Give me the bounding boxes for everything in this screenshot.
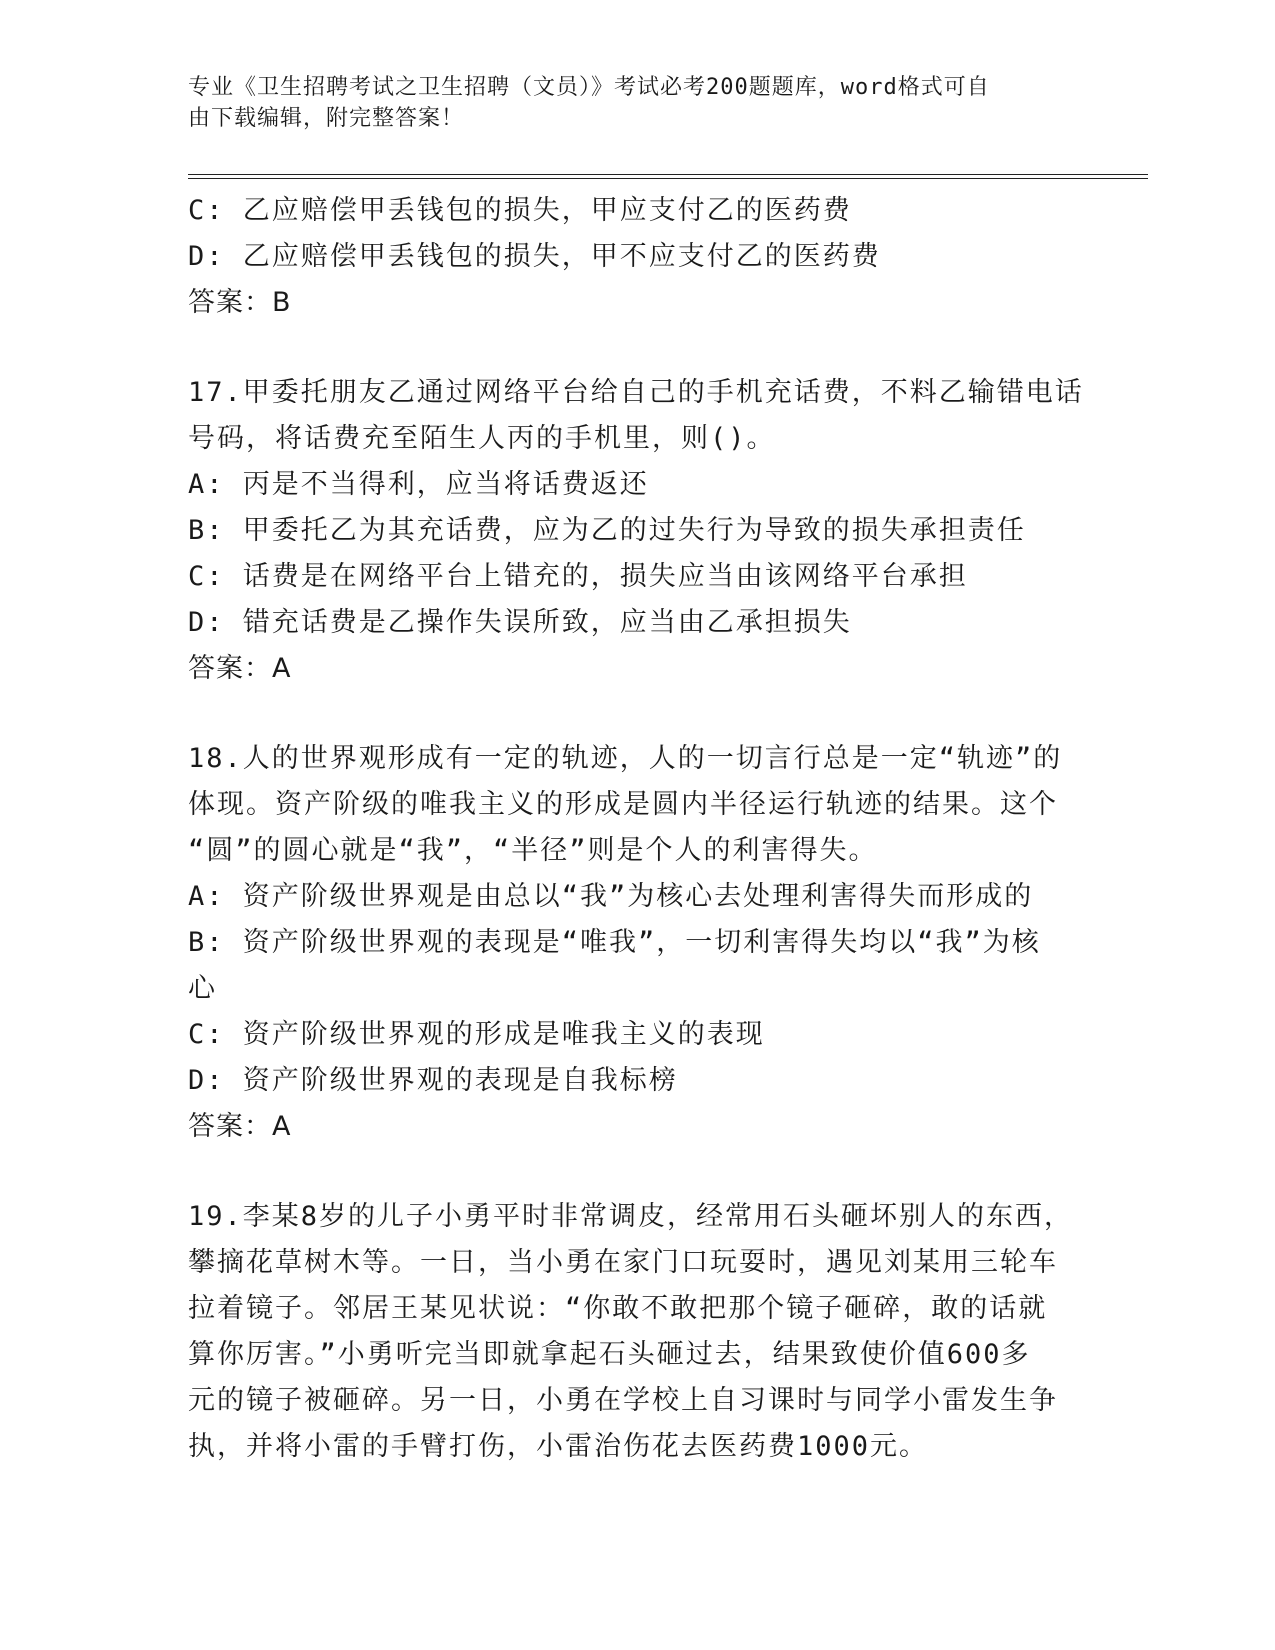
- option-c: C: 话费是在网络平台上错充的，损失应当由该网络平台承担: [188, 561, 968, 592]
- question-text-line: 拉着镜子。邻居王某见状说：“你敢不敢把那个镜子砸碎，敢的话就: [188, 1293, 1048, 1324]
- option-c: C: 资产阶级世界观的形成是唯我主义的表现: [188, 1019, 765, 1050]
- question-text-line: 17.甲委托朋友乙通过网络平台给自己的手机充话费，不料乙输错电话: [188, 377, 1084, 408]
- question-text-line: 19.李某8岁的儿子小勇平时非常调皮，经常用石头砸坏别人的东西，: [188, 1201, 1074, 1232]
- header-line-1: 专业《卫生招聘考试之卫生招聘（文员）》考试必考200题题库，word格式可自: [188, 75, 990, 100]
- option-b: B: 甲委托乙为其充话费，应为乙的过失行为导致的损失承担责任: [188, 515, 1026, 546]
- header-line-2: 由下载编辑，附完整答案！: [188, 106, 465, 131]
- spacer: [188, 1150, 1088, 1194]
- option-c: C: 乙应赔偿甲丢钱包的损失，甲应支付乙的医药费: [188, 195, 852, 226]
- question-text-line: “圆”的圆心就是“我”，“半径”则是个人的利害得失。: [188, 835, 878, 866]
- option-d: D: 乙应赔偿甲丢钱包的损失，甲不应支付乙的医药费: [188, 241, 881, 272]
- document-body: [188, 188, 1088, 1470]
- answer: 答案：A: [188, 1111, 292, 1142]
- question-17: [188, 370, 1088, 692]
- question-text-line: 体现。资产阶级的唯我主义的形成是圆内半径运行轨迹的结果。这个: [188, 789, 1058, 820]
- question-text-line: 算你厉害。”小勇听完当即就拿起石头砸过去，结果致使价值600多: [188, 1339, 1031, 1370]
- question-text-line: 元的镜子被砸碎。另一日，小勇在学校上自习课时与同学小雷发生争: [188, 1385, 1058, 1416]
- option-d: D: 错充话费是乙操作失误所致，应当由乙承担损失: [188, 607, 852, 638]
- answer: 答案：A: [188, 653, 292, 684]
- question-text-line: 攀摘花草树木等。一日，当小勇在家门口玩耍时，遇见刘某用三轮车: [188, 1247, 1058, 1278]
- header-divider: [188, 174, 1148, 179]
- spacer: [188, 692, 1088, 736]
- question-19: [188, 1194, 1088, 1470]
- option-d: D: 资产阶级世界观的表现是自我标榜: [188, 1065, 678, 1096]
- option-b: B: 资产阶级世界观的表现是“唯我”，一切利害得失均以“我”为核: [188, 927, 1041, 958]
- document-header: [188, 72, 1068, 134]
- option-a: A: 资产阶级世界观是由总以“我”为核心去处理利害得失而形成的: [188, 881, 1034, 912]
- prev-question-block: [188, 188, 1088, 326]
- question-18: [188, 736, 1088, 1150]
- spacer: [188, 326, 1088, 370]
- question-text-line: 18.人的世界观形成有一定的轨迹，人的一切言行总是一定“轨迹”的: [188, 743, 1063, 774]
- option-a: A: 丙是不当得利，应当将话费返还: [188, 469, 649, 500]
- question-text-line: 执，并将小雷的手臂打伤，小雷治伤花去医药费1000元。: [188, 1431, 929, 1462]
- option-b-continued: 心: [188, 973, 217, 1004]
- answer: 答案：B: [188, 287, 292, 318]
- question-text-line: 号码，将话费充至陌生人丙的手机里，则()。: [188, 423, 776, 454]
